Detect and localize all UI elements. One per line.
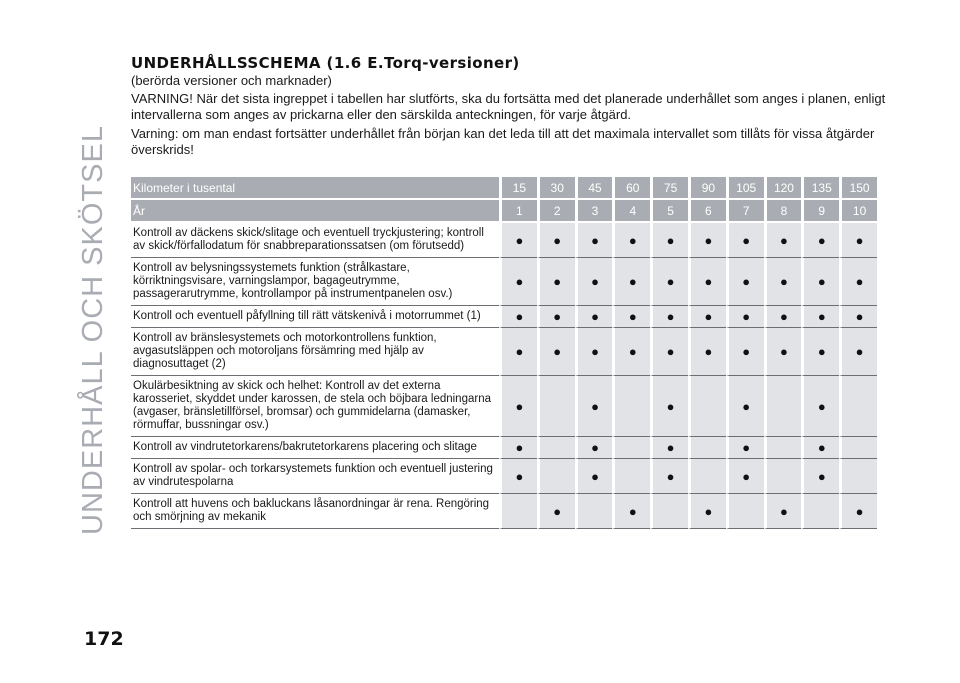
empty-cell: [537, 437, 575, 459]
year-header-label: År: [131, 200, 499, 223]
year-header-value: 7: [726, 200, 764, 223]
service-dot: ●: [801, 306, 839, 328]
service-dot: ●: [575, 258, 613, 306]
year-header-value: 4: [612, 200, 650, 223]
service-dot: ●: [575, 223, 613, 258]
service-dot: ●: [537, 306, 575, 328]
service-dot: ●: [801, 376, 839, 437]
empty-cell: [612, 437, 650, 459]
service-dot: ●: [612, 328, 650, 376]
empty-cell: [650, 494, 688, 529]
service-dot: ●: [688, 306, 726, 328]
year-header-value: 2: [537, 200, 575, 223]
service-dot: ●: [499, 258, 537, 306]
service-dot: ●: [801, 459, 839, 494]
service-dot: ●: [537, 494, 575, 529]
empty-cell: [537, 376, 575, 437]
row-description: Kontroll av däckens skick/slitage och eventuell tryckjustering; kontroll av skick/förfallodatum för snabbreparationssatsen (om förutsedd): [131, 223, 499, 258]
table-row: [131, 376, 877, 437]
service-dot: ●: [726, 459, 764, 494]
service-dot: ●: [801, 437, 839, 459]
service-dot: ●: [537, 223, 575, 258]
service-dot: ●: [801, 328, 839, 376]
service-dot: ●: [764, 328, 802, 376]
empty-cell: [839, 459, 877, 494]
row-description: Kontroll av bränslesystemets och motorkontrollens funktion, avgasutsläppen och motoroljans försämring med hjälp av diagnosuttaget (2): [131, 328, 499, 376]
km-header-value: 75: [650, 177, 688, 200]
service-dot: ●: [499, 306, 537, 328]
empty-cell: [612, 459, 650, 494]
km-header-value: 105: [726, 177, 764, 200]
km-header-value: 135: [801, 177, 839, 200]
service-dot: ●: [575, 328, 613, 376]
service-dot: ●: [726, 306, 764, 328]
service-dot: ●: [764, 306, 802, 328]
km-header-value: 120: [764, 177, 802, 200]
table-row: [131, 223, 877, 258]
service-dot: ●: [688, 258, 726, 306]
row-description: Kontroll av spolar- och torkarsystemets funktion och eventuell justering av vindrutespolarna: [131, 459, 499, 494]
empty-cell: [688, 376, 726, 437]
service-dot: ●: [688, 494, 726, 529]
km-header-value: 30: [537, 177, 575, 200]
service-dot: ●: [839, 223, 877, 258]
service-dot: ●: [499, 459, 537, 494]
service-dot: ●: [650, 437, 688, 459]
empty-cell: [688, 459, 726, 494]
service-dot: ●: [499, 328, 537, 376]
empty-cell: [764, 376, 802, 437]
side-section-title: UNDERHÅLL OCH SKÖTSEL: [77, 125, 109, 535]
empty-cell: [839, 376, 877, 437]
km-header-value: 90: [688, 177, 726, 200]
table-row: [131, 306, 877, 328]
empty-cell: [688, 437, 726, 459]
service-dot: ●: [650, 223, 688, 258]
service-dot: ●: [764, 258, 802, 306]
service-dot: ●: [726, 223, 764, 258]
row-description: Kontroll av belysningssystemets funktion (strålkastare, körriktningsvisare, varningslampor, bagageutrymme, passagerarutrymme, kontrollampor på instrumentpanelen osv.): [131, 258, 499, 306]
year-header-value: 10: [839, 200, 877, 223]
empty-cell: [612, 376, 650, 437]
service-dot: ●: [575, 459, 613, 494]
row-description: Kontroll av vindrutetorkarens/bakrutetorkarens placering och slitage: [131, 437, 499, 459]
km-header-value: 150: [839, 177, 877, 200]
service-dot: ●: [839, 306, 877, 328]
page-subtitle: (berörda versioner och marknader): [131, 73, 332, 88]
service-dot: ●: [688, 223, 726, 258]
service-dot: ●: [764, 494, 802, 529]
empty-cell: [839, 437, 877, 459]
empty-cell: [726, 494, 764, 529]
service-dot: ●: [801, 258, 839, 306]
km-header-row: [131, 177, 877, 200]
service-dot: ●: [612, 223, 650, 258]
year-header-value: 1: [499, 200, 537, 223]
service-dot: ●: [839, 328, 877, 376]
service-dot: ●: [726, 258, 764, 306]
table-row: [131, 437, 877, 459]
service-dot: ●: [537, 258, 575, 306]
service-dot: ●: [764, 223, 802, 258]
service-dot: ●: [726, 437, 764, 459]
service-dot: ●: [499, 376, 537, 437]
service-dot: ●: [499, 437, 537, 459]
km-header-value: 60: [612, 177, 650, 200]
service-dot: ●: [650, 376, 688, 437]
service-dot: ●: [537, 328, 575, 376]
km-header-value: 15: [499, 177, 537, 200]
service-dot: ●: [612, 306, 650, 328]
km-header-value: 45: [575, 177, 613, 200]
page-title: UNDERHÅLLSSCHEMA (1.6 E.Torq-versioner): [131, 54, 520, 72]
service-dot: ●: [612, 258, 650, 306]
year-header-value: 3: [575, 200, 613, 223]
maintenance-schedule-table: [131, 177, 877, 529]
row-description: Okulärbesiktning av skick och helhet: Kontroll av det externa karosseriet, skyddet under karossen, de stela och böjbara ledningarna (avgaser, bränsletillförsel, bromsar) och gummidelarna (damasker, rörmuffar, bussningar osv.): [131, 376, 499, 437]
service-dot: ●: [499, 223, 537, 258]
empty-cell: [764, 437, 802, 459]
service-dot: ●: [575, 306, 613, 328]
empty-cell: [575, 494, 613, 529]
service-dot: ●: [612, 494, 650, 529]
service-dot: ●: [688, 328, 726, 376]
schedule-body: [131, 223, 877, 529]
service-dot: ●: [650, 459, 688, 494]
table-row: [131, 494, 877, 529]
service-dot: ●: [650, 258, 688, 306]
km-header-label: Kilometer i tusental: [131, 177, 499, 200]
table-row: [131, 258, 877, 306]
service-dot: ●: [650, 328, 688, 376]
service-dot: ●: [839, 258, 877, 306]
year-header-value: 5: [650, 200, 688, 223]
service-dot: ●: [801, 223, 839, 258]
service-dot: ●: [839, 494, 877, 529]
year-header-value: 9: [801, 200, 839, 223]
year-header-row: [131, 200, 877, 223]
row-description: Kontroll att huvens och bakluckans låsanordningar är rena. Rengöring och smörjning av mekanik: [131, 494, 499, 529]
year-header-value: 8: [764, 200, 802, 223]
year-header-value: 6: [688, 200, 726, 223]
service-dot: ●: [575, 376, 613, 437]
service-dot: ●: [726, 328, 764, 376]
table-row: [131, 328, 877, 376]
empty-cell: [764, 459, 802, 494]
warning-paragraph: VARNING! När det sista ingreppet i tabellen har slutförts, ska du fortsätta med det planerade underhållet som anges i planen, enligt intervallerna som anges av prickarna eller den särskilda anteckningen, för varje åtgärd.: [131, 91, 886, 122]
empty-cell: [801, 494, 839, 529]
caution-paragraph: Varning: om man endast fortsätter underhållet från början kan det leda till att det maximala intervallet som tillåts för vissa åtgärder överskrids!: [131, 126, 875, 157]
service-dot: ●: [726, 376, 764, 437]
empty-cell: [537, 459, 575, 494]
page-number: 172: [84, 628, 124, 650]
empty-cell: [499, 494, 537, 529]
row-description: Kontroll och eventuell påfyllning till rätt vätskenivå i motorrummet (1): [131, 306, 499, 328]
service-dot: ●: [575, 437, 613, 459]
service-dot: ●: [650, 306, 688, 328]
table-row: [131, 459, 877, 494]
